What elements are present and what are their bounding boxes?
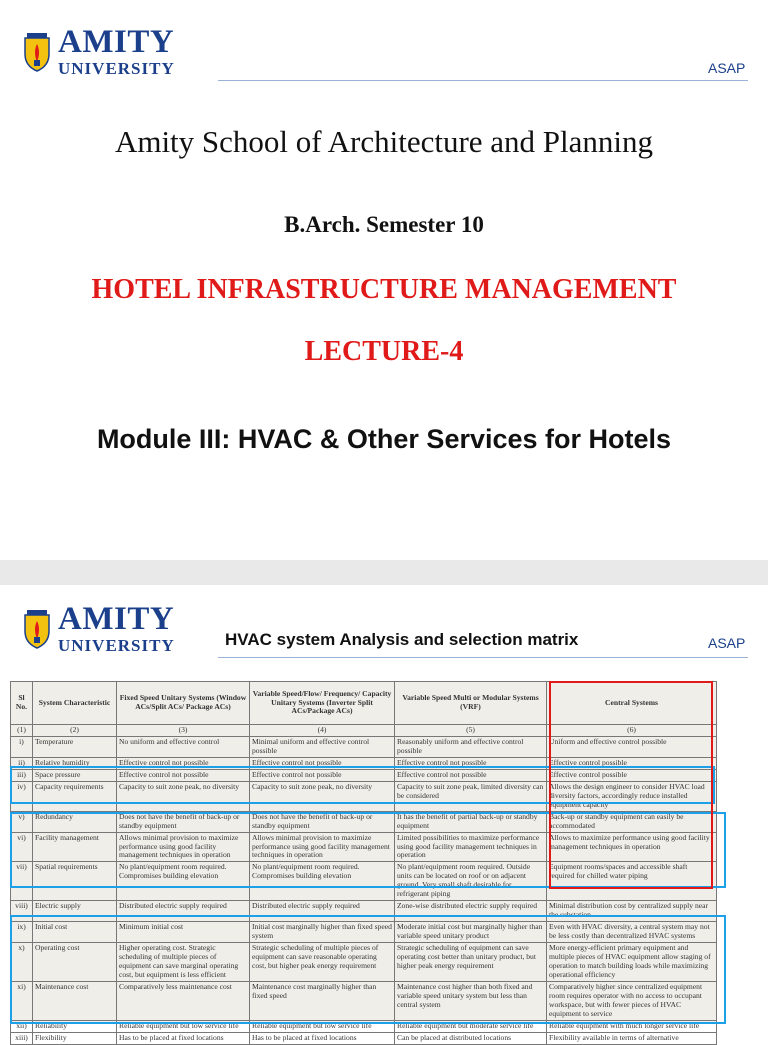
cell-fixed-speed: Comparatively less maintenance cost bbox=[117, 981, 250, 1020]
course-title: HOTEL INFRASTRUCTURE MANAGEMENT bbox=[91, 274, 677, 305]
cell-variable-speed: Strategic scheduling of multiple pieces of equipment can save reasonable operating cost, but higher peak energy requirement bbox=[250, 943, 395, 982]
cell-sl-no: vii) bbox=[11, 862, 33, 901]
cell-characteristic: Redundancy bbox=[33, 811, 117, 832]
cell-characteristic: Flexibility bbox=[33, 1032, 117, 1044]
cell-fixed-speed: Has to be placed at fixed locations bbox=[117, 1032, 250, 1044]
cell-vrf: Capacity to suit zone peak, limited diversity can be considered bbox=[395, 781, 547, 811]
cell-characteristic: Capacity requirements bbox=[33, 781, 117, 811]
cell-vrf: Limited possibilities to maximize performance using good facility management techniques in operation bbox=[395, 832, 547, 862]
matrix-slide bbox=[0, 585, 768, 1042]
cell-central: Even with HVAC diversity, a central system may not be less costly than decentralized HVAC systems bbox=[547, 922, 717, 943]
cell-vrf: Can be placed at distributed locations bbox=[395, 1032, 547, 1044]
amity-crest-icon bbox=[22, 32, 52, 72]
cell-characteristic: Reliability bbox=[33, 1020, 117, 1032]
cell-central: Effective control possible bbox=[547, 769, 717, 781]
cell-variable-speed: Effective control not possible bbox=[250, 769, 395, 781]
school-name: Amity School of Architecture and Planning bbox=[114, 124, 654, 159]
cell-fixed-speed: Capacity to suit zone peak, no diversity bbox=[117, 781, 250, 811]
cell-central: Effective control possible bbox=[547, 757, 717, 769]
cell-vrf: Effective control not possible bbox=[395, 757, 547, 769]
cell-fixed-speed: Effective control not possible bbox=[117, 769, 250, 781]
cell-sl-no: ii) bbox=[11, 757, 33, 769]
cell-variable-speed: Effective control not possible bbox=[250, 757, 395, 769]
cell-variable-speed: Maintenance cost marginally higher than fixed speed bbox=[250, 981, 395, 1020]
cell-fixed-speed: Effective control not possible bbox=[117, 757, 250, 769]
slide-gap bbox=[0, 560, 768, 585]
cell-vrf: Zone-wise distributed electric supply required bbox=[395, 901, 547, 922]
cell-vrf: Maintenance cost higher than both fixed and variable speed unitary system but less than central system bbox=[395, 981, 547, 1020]
col-number: (1) bbox=[11, 725, 33, 737]
header-rule bbox=[218, 657, 748, 658]
cell-sl-no: x) bbox=[11, 943, 33, 982]
cell-central: Minimal distribution cost by centralized supply near the substation bbox=[547, 901, 717, 922]
cell-vrf: No plant/equipment room required. Outside units can be located on roof or on adjacent ground. Very small shaft desirable for refrigerant piping bbox=[395, 862, 547, 901]
cell-variable-speed: Distributed electric supply required bbox=[250, 901, 395, 922]
cell-vrf: It has the benefit of partial back-up or standby equipment bbox=[395, 811, 547, 832]
cell-fixed-speed: Does not have the benefit of back-up or standby equipment bbox=[117, 811, 250, 832]
cell-vrf: Effective control not possible bbox=[395, 769, 547, 781]
amity-crest-icon bbox=[22, 609, 52, 649]
header-fixed-speed: Fixed Speed Unitary Systems (Window ACs/Split ACs/ Package ACs) bbox=[117, 682, 250, 725]
col-number: (4) bbox=[250, 725, 395, 737]
cell-fixed-speed: Allows minimal provision to maximize performance using good facility management techniques in operation bbox=[117, 832, 250, 862]
cell-fixed-speed: No uniform and effective control bbox=[117, 737, 250, 758]
cell-central: Flexibility available in terms of alternative bbox=[547, 1032, 717, 1044]
cell-characteristic: Temperature bbox=[33, 737, 117, 758]
cell-characteristic: Operating cost bbox=[33, 943, 117, 982]
cell-central: Equipment rooms/spaces and accessible shaft required for chilled water piping bbox=[547, 862, 717, 901]
logo-name: AMITY bbox=[58, 601, 175, 637]
cell-variable-speed: No plant/equipment room required. Compromises building elevation bbox=[250, 862, 395, 901]
cell-variable-speed: Capacity to suit zone peak, no diversity bbox=[250, 781, 395, 811]
cell-fixed-speed: Distributed electric supply required bbox=[117, 901, 250, 922]
col-number: (5) bbox=[395, 725, 547, 737]
amity-logo bbox=[22, 603, 175, 654]
cell-central: Comparatively higher since centralized equipment room requires operator with no access to occupant workspace, but with fewer pieces of HVAC equipment to service bbox=[547, 981, 717, 1020]
amity-logo bbox=[22, 26, 175, 77]
cell-fixed-speed: No plant/equipment room required. Compromises building elevation bbox=[117, 862, 250, 901]
cell-variable-speed: Minimal uniform and effective control possible bbox=[250, 737, 395, 758]
cell-characteristic: Electric supply bbox=[33, 901, 117, 922]
asap-label: ASAP bbox=[708, 635, 746, 651]
cell-sl-no: viii) bbox=[11, 901, 33, 922]
cell-sl-no: vi) bbox=[11, 832, 33, 862]
cell-central: Allows the design engineer to consider HVAC load diversity factors, accordingly reduce installed equipment capacity bbox=[547, 781, 717, 811]
cell-vrf: Reliable equipment but moderate service life bbox=[395, 1020, 547, 1032]
col-number: (6) bbox=[547, 725, 717, 737]
cell-variable-speed: Does not have the benefit of back-up or standby equipment bbox=[250, 811, 395, 832]
cell-characteristic: Facility management bbox=[33, 832, 117, 862]
header-variable-speed: Variable Speed/Flow/ Frequency/ Capacity Unitary Systems (Inverter Split ACs/Package ACs) bbox=[250, 682, 395, 725]
cell-central: Allows to maximize performance using good facility management techniques in operation bbox=[547, 832, 717, 862]
slide-title: HVAC system Analysis and selection matrix bbox=[225, 630, 579, 649]
cell-vrf: Moderate initial cost but marginally higher than variable speed unitary product bbox=[395, 922, 547, 943]
cell-characteristic: Relative humidity bbox=[33, 757, 117, 769]
cell-fixed-speed: Reliable equipment but low service life bbox=[117, 1020, 250, 1032]
cell-sl-no: ix) bbox=[11, 922, 33, 943]
cell-vrf: Reasonably uniform and effective control possible bbox=[395, 737, 547, 758]
cell-characteristic: Space pressure bbox=[33, 769, 117, 781]
logo-name: AMITY bbox=[58, 24, 175, 60]
col-number: (2) bbox=[33, 725, 117, 737]
cell-characteristic: Spatial requirements bbox=[33, 862, 117, 901]
cell-vrf: Strategic scheduling of equipment can save operating cost better than unitary product, but higher peak energy requirement bbox=[395, 943, 547, 982]
highlight-cost-rows bbox=[10, 915, 726, 1024]
cell-characteristic: Maintenance cost bbox=[33, 981, 117, 1020]
cell-sl-no: xi) bbox=[11, 981, 33, 1020]
cell-variable-speed: Initial cost marginally higher than fixed speed system bbox=[250, 922, 395, 943]
cell-sl-no: xii) bbox=[11, 1020, 33, 1032]
cell-variable-speed: Has to be placed at fixed locations bbox=[250, 1032, 395, 1044]
logo-subtitle: UNIVERSITY bbox=[58, 636, 175, 655]
cell-characteristic: Initial cost bbox=[33, 922, 117, 943]
cell-sl-no: iv) bbox=[11, 781, 33, 811]
cell-central: More energy-efficient primary equipment and multiple pieces of HVAC equipment allow staging of operation to match building loads while maximizing operational efficiency bbox=[547, 943, 717, 982]
cell-variable-speed: Reliable equipment but low service life bbox=[250, 1020, 395, 1032]
cell-fixed-speed: Minimum initial cost bbox=[117, 922, 250, 943]
cell-sl-no: i) bbox=[11, 737, 33, 758]
asap-label: ASAP bbox=[708, 60, 746, 76]
lecture-number: LECTURE-4 bbox=[304, 336, 464, 367]
cell-sl-no: xiii) bbox=[11, 1032, 33, 1044]
cell-central: Reliable equipment with much longer service life bbox=[547, 1020, 717, 1032]
cell-sl-no: iii) bbox=[11, 769, 33, 781]
header-central: Central Systems bbox=[547, 682, 717, 725]
header-rule bbox=[218, 80, 748, 81]
logo-subtitle: UNIVERSITY bbox=[58, 59, 175, 78]
col-number: (3) bbox=[117, 725, 250, 737]
module-title: Module III: HVAC & Other Services for Hotels bbox=[96, 424, 672, 454]
highlight-central-column bbox=[549, 681, 713, 889]
cell-sl-no: v) bbox=[11, 811, 33, 832]
cell-fixed-speed: Higher operating cost. Strategic scheduling of multiple pieces of equipment can save marginal operating cost, but equipment is less efficient bbox=[117, 943, 250, 982]
cell-variable-speed: Allows minimal provision to maximize performance using good facility management techniques in operation bbox=[250, 832, 395, 862]
header-characteristic: System Characteristic bbox=[33, 682, 117, 725]
header-vrf: Variable Speed Multi or Modular Systems (VRF) bbox=[395, 682, 547, 725]
cell-central: Uniform and effective control possible bbox=[547, 737, 717, 758]
header-sl-no: Sl No. bbox=[11, 682, 33, 725]
semester-label: B.Arch. Semester 10 bbox=[284, 212, 484, 237]
table-row bbox=[11, 1032, 717, 1044]
cell-central: Back-up or standby equipment can easily be accommodated bbox=[547, 811, 717, 832]
